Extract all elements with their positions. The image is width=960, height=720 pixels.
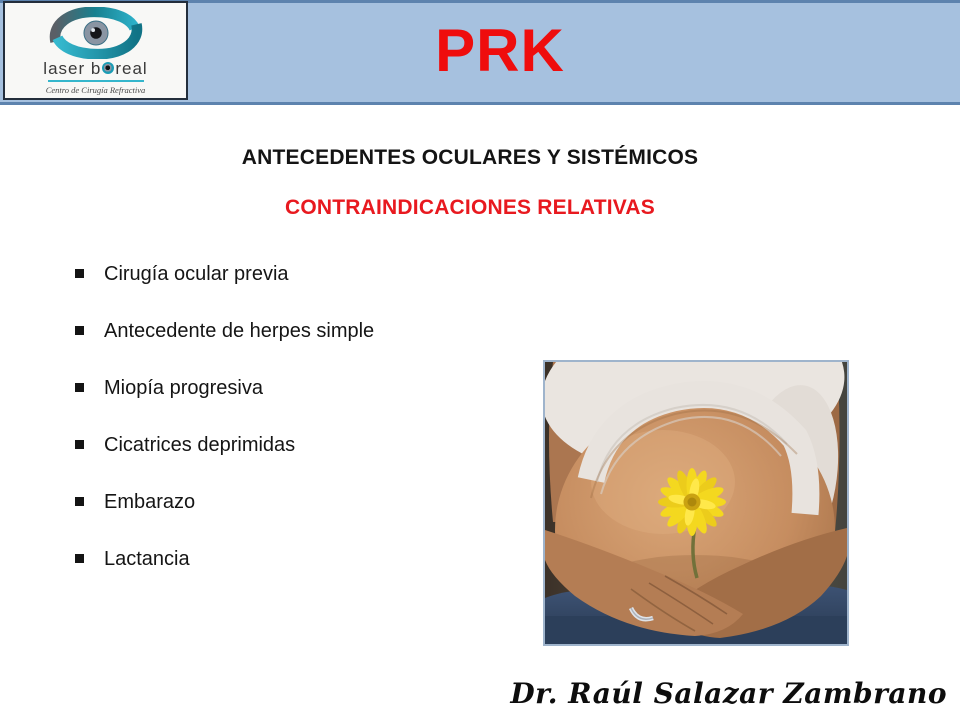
bullet-text: Cirugía ocular previa (104, 263, 289, 285)
bullet-text: Antecedente de herpes simple (104, 320, 375, 342)
laser-boreal-logo (3, 1, 188, 100)
bullet-item (75, 319, 374, 343)
bullet-square-icon (75, 326, 84, 335)
logo-underline (48, 80, 144, 82)
bullet-square-icon (75, 383, 84, 392)
pregnant-belly-illustration (545, 362, 847, 644)
bullet-list (75, 262, 374, 604)
mini-eye-icon (102, 62, 114, 74)
pregnant-belly-image (543, 360, 849, 646)
bullet-square-icon (75, 554, 84, 563)
slide-title: PRK (435, 17, 565, 84)
bullet-square-icon (75, 440, 84, 449)
logo-wordmark (43, 60, 147, 77)
bullet-text: Embarazo (104, 491, 196, 513)
bullet-item (75, 376, 374, 400)
footer-author: Dr. Raúl Salazar Zambrano (510, 677, 947, 710)
logo-wordmark-left: laser b (43, 58, 102, 78)
bullet-text: Miopía progresiva (104, 377, 263, 399)
bullet-square-icon (75, 497, 84, 506)
logo-wordmark-right: real (115, 58, 148, 78)
logo-tagline: Centro de Cirugía Refractiva (45, 84, 146, 95)
bullet-text: Cicatrices deprimidas (104, 434, 296, 456)
bullet-square-icon (75, 269, 84, 278)
heading-secondary: CONTRAINDICACIONES RELATIVAS (285, 196, 655, 219)
bullet-item (75, 547, 374, 571)
bullet-item (75, 262, 374, 286)
bullet-item (75, 433, 374, 457)
bullet-item (75, 490, 374, 514)
heading-primary: ANTECEDENTES OCULARES Y SISTÉMICOS (241, 146, 699, 169)
bullet-text: Lactancia (104, 548, 190, 570)
eye-swirl-icon (48, 7, 144, 59)
